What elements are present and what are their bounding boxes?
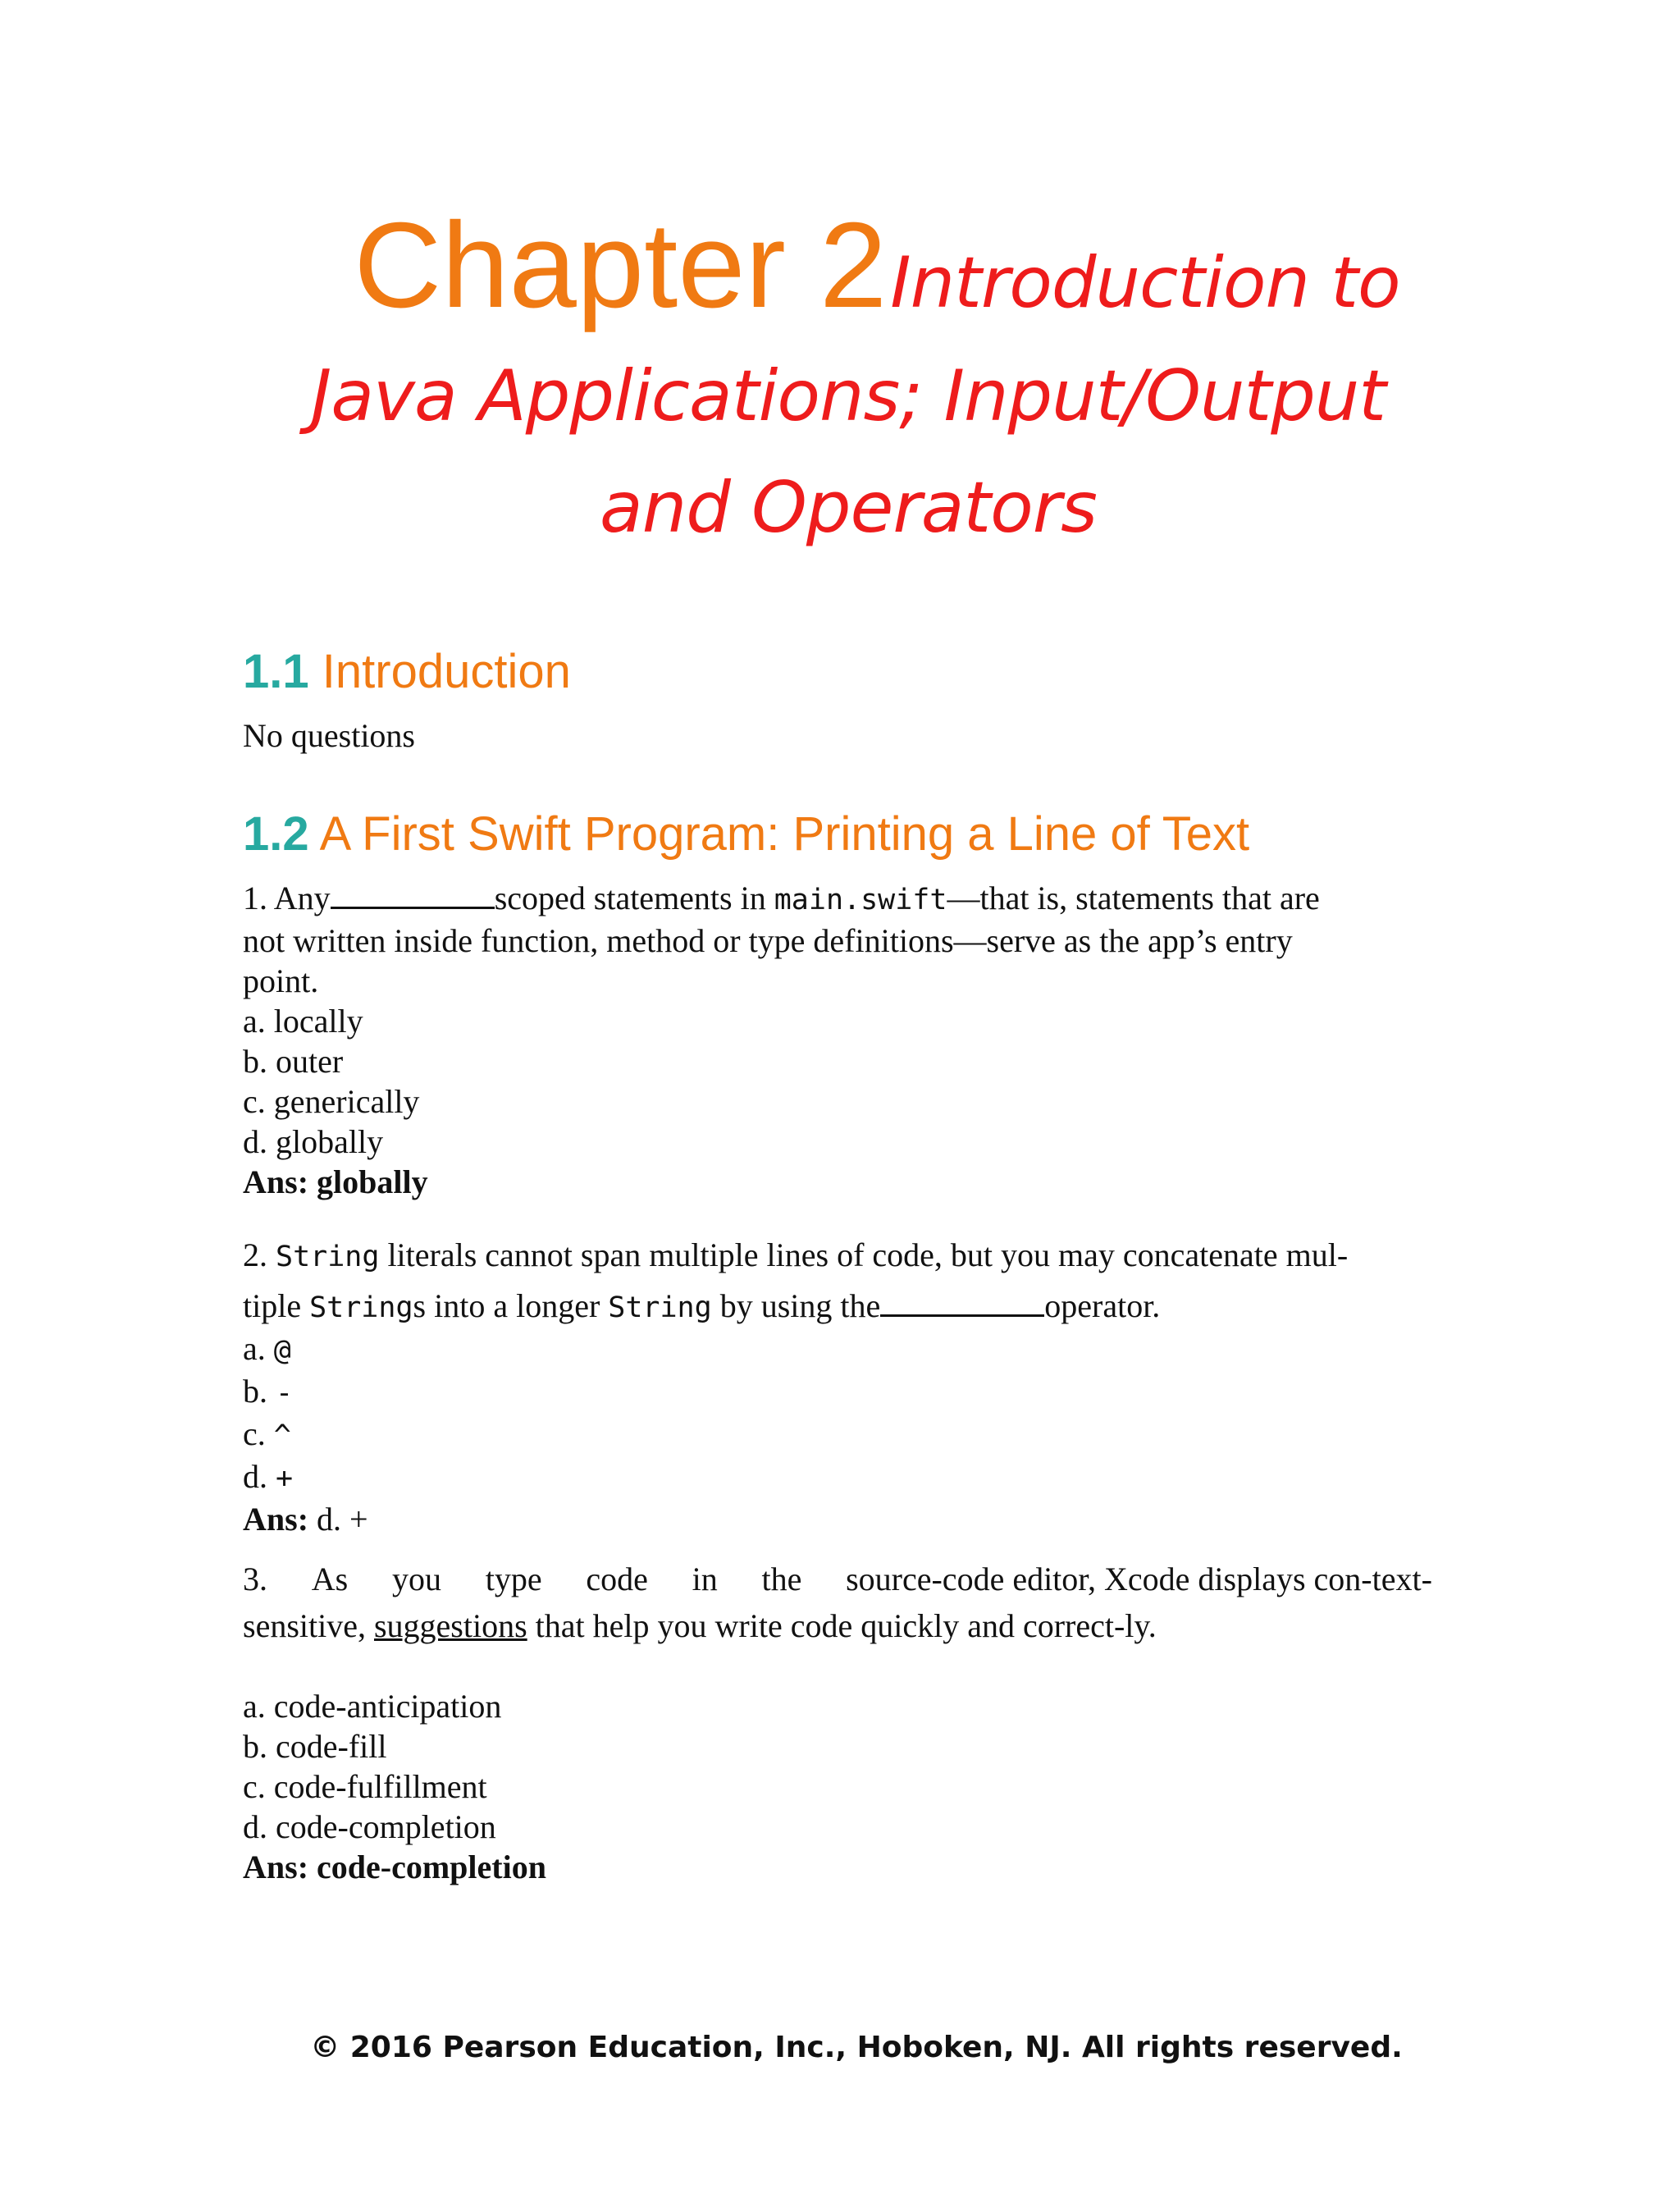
option-b: b. code-fill: [243, 1728, 387, 1765]
question-text: tiple: [243, 1287, 310, 1324]
question-text: that help you write code quickly and correct-ly.: [527, 1607, 1157, 1644]
word: 3.: [243, 1561, 267, 1597]
question-3-line-2: [243, 1606, 1432, 1646]
option-a: [243, 1328, 1348, 1371]
chapter-title: [0, 198, 1680, 549]
section-title: A First Swift Program: Printing a Line of Text: [319, 807, 1250, 861]
word: you: [391, 1561, 441, 1597]
option-b: [243, 1371, 1348, 1414]
question-number: 2.: [243, 1236, 276, 1273]
question-text: —that is, statements that are: [947, 880, 1320, 916]
word: code: [586, 1561, 648, 1597]
code-text: ^: [273, 1419, 291, 1452]
question-text: sensitive,: [243, 1607, 374, 1644]
section-number: 1.1: [243, 645, 309, 698]
code-text: String: [309, 1291, 413, 1324]
code-text: String: [608, 1291, 712, 1324]
question-2-line-2: [243, 1286, 1348, 1328]
option-letter: c.: [243, 1415, 274, 1452]
option-c: [243, 1414, 1348, 1456]
code-text: -: [276, 1377, 294, 1410]
answer: Ans: globally: [243, 1163, 428, 1200]
code-text: @: [273, 1334, 291, 1367]
option-a: a. locally: [243, 1003, 363, 1040]
question-3: [243, 1559, 1432, 1887]
question-number: 1. Any: [243, 880, 331, 916]
word: in: [692, 1561, 718, 1597]
question-text: scoped statements in: [494, 880, 774, 916]
answer-value: d. +: [308, 1501, 368, 1538]
option-c: c. code-fulfillment: [243, 1768, 487, 1805]
section-heading-1-1: [243, 645, 571, 698]
code-text: +: [276, 1462, 294, 1495]
option-d: d. code-completion: [243, 1808, 496, 1845]
underlined-answer: suggestions: [373, 1607, 527, 1644]
answer-label: Ans:: [243, 1501, 309, 1538]
code-text: main.swift: [774, 884, 947, 916]
title-line-1: [74, 198, 1680, 333]
title-line-3: and Operators: [600, 467, 1097, 549]
blank-line: [243, 1646, 1432, 1686]
option-letter: b.: [243, 1373, 276, 1410]
question-1-line-1: [243, 878, 1320, 921]
question-1-line-2: not written inside function, method or type definitions—serve as the app’s entry: [243, 922, 1293, 959]
section-heading-1-2: [243, 807, 1250, 861]
option-letter: a.: [243, 1330, 274, 1367]
question-text: by using the: [711, 1287, 881, 1324]
word: source-code editor, Xcode displays con-text-: [846, 1561, 1432, 1597]
word: the: [761, 1561, 802, 1597]
question-2: [243, 1235, 1348, 1539]
section-body: No questions: [243, 717, 415, 754]
answer-blank: [880, 1288, 1044, 1317]
chapter-label: Chapter 2: [354, 198, 888, 333]
question-1: [243, 878, 1320, 1202]
section-number: 1.2: [243, 807, 309, 861]
question-text: operator.: [1044, 1287, 1161, 1324]
answer-blank: [331, 880, 495, 909]
option-a: a. code-anticipation: [243, 1688, 502, 1725]
answer: [243, 1499, 1348, 1539]
option-d: [243, 1456, 1348, 1499]
option-letter: d.: [243, 1458, 276, 1495]
question-text: literals cannot span multiple lines of code, but you may concatenate mul-: [379, 1236, 1349, 1273]
title-text-part1: Introduction to: [890, 242, 1400, 324]
code-text: String: [276, 1241, 380, 1273]
question-2-line-1: [243, 1235, 1348, 1277]
option-c: c. generically: [243, 1083, 420, 1120]
question-text: s into a longer: [413, 1287, 609, 1324]
answer: Ans: code-completion: [243, 1849, 546, 1885]
word: As: [311, 1561, 349, 1597]
word: type: [485, 1561, 542, 1597]
section-title: Introduction: [322, 645, 571, 698]
option-d: d. globally: [243, 1123, 384, 1160]
question-3-line-1: [243, 1559, 1432, 1599]
title-line-2: Java Applications; Input/Output: [310, 355, 1386, 437]
copyright-footer: © 2016 Pearson Education, Inc., Hoboken, NJ. All rights reserved.: [310, 2031, 1403, 2064]
question-1-line-3: point.: [243, 962, 319, 999]
option-b: b. outer: [243, 1043, 344, 1080]
